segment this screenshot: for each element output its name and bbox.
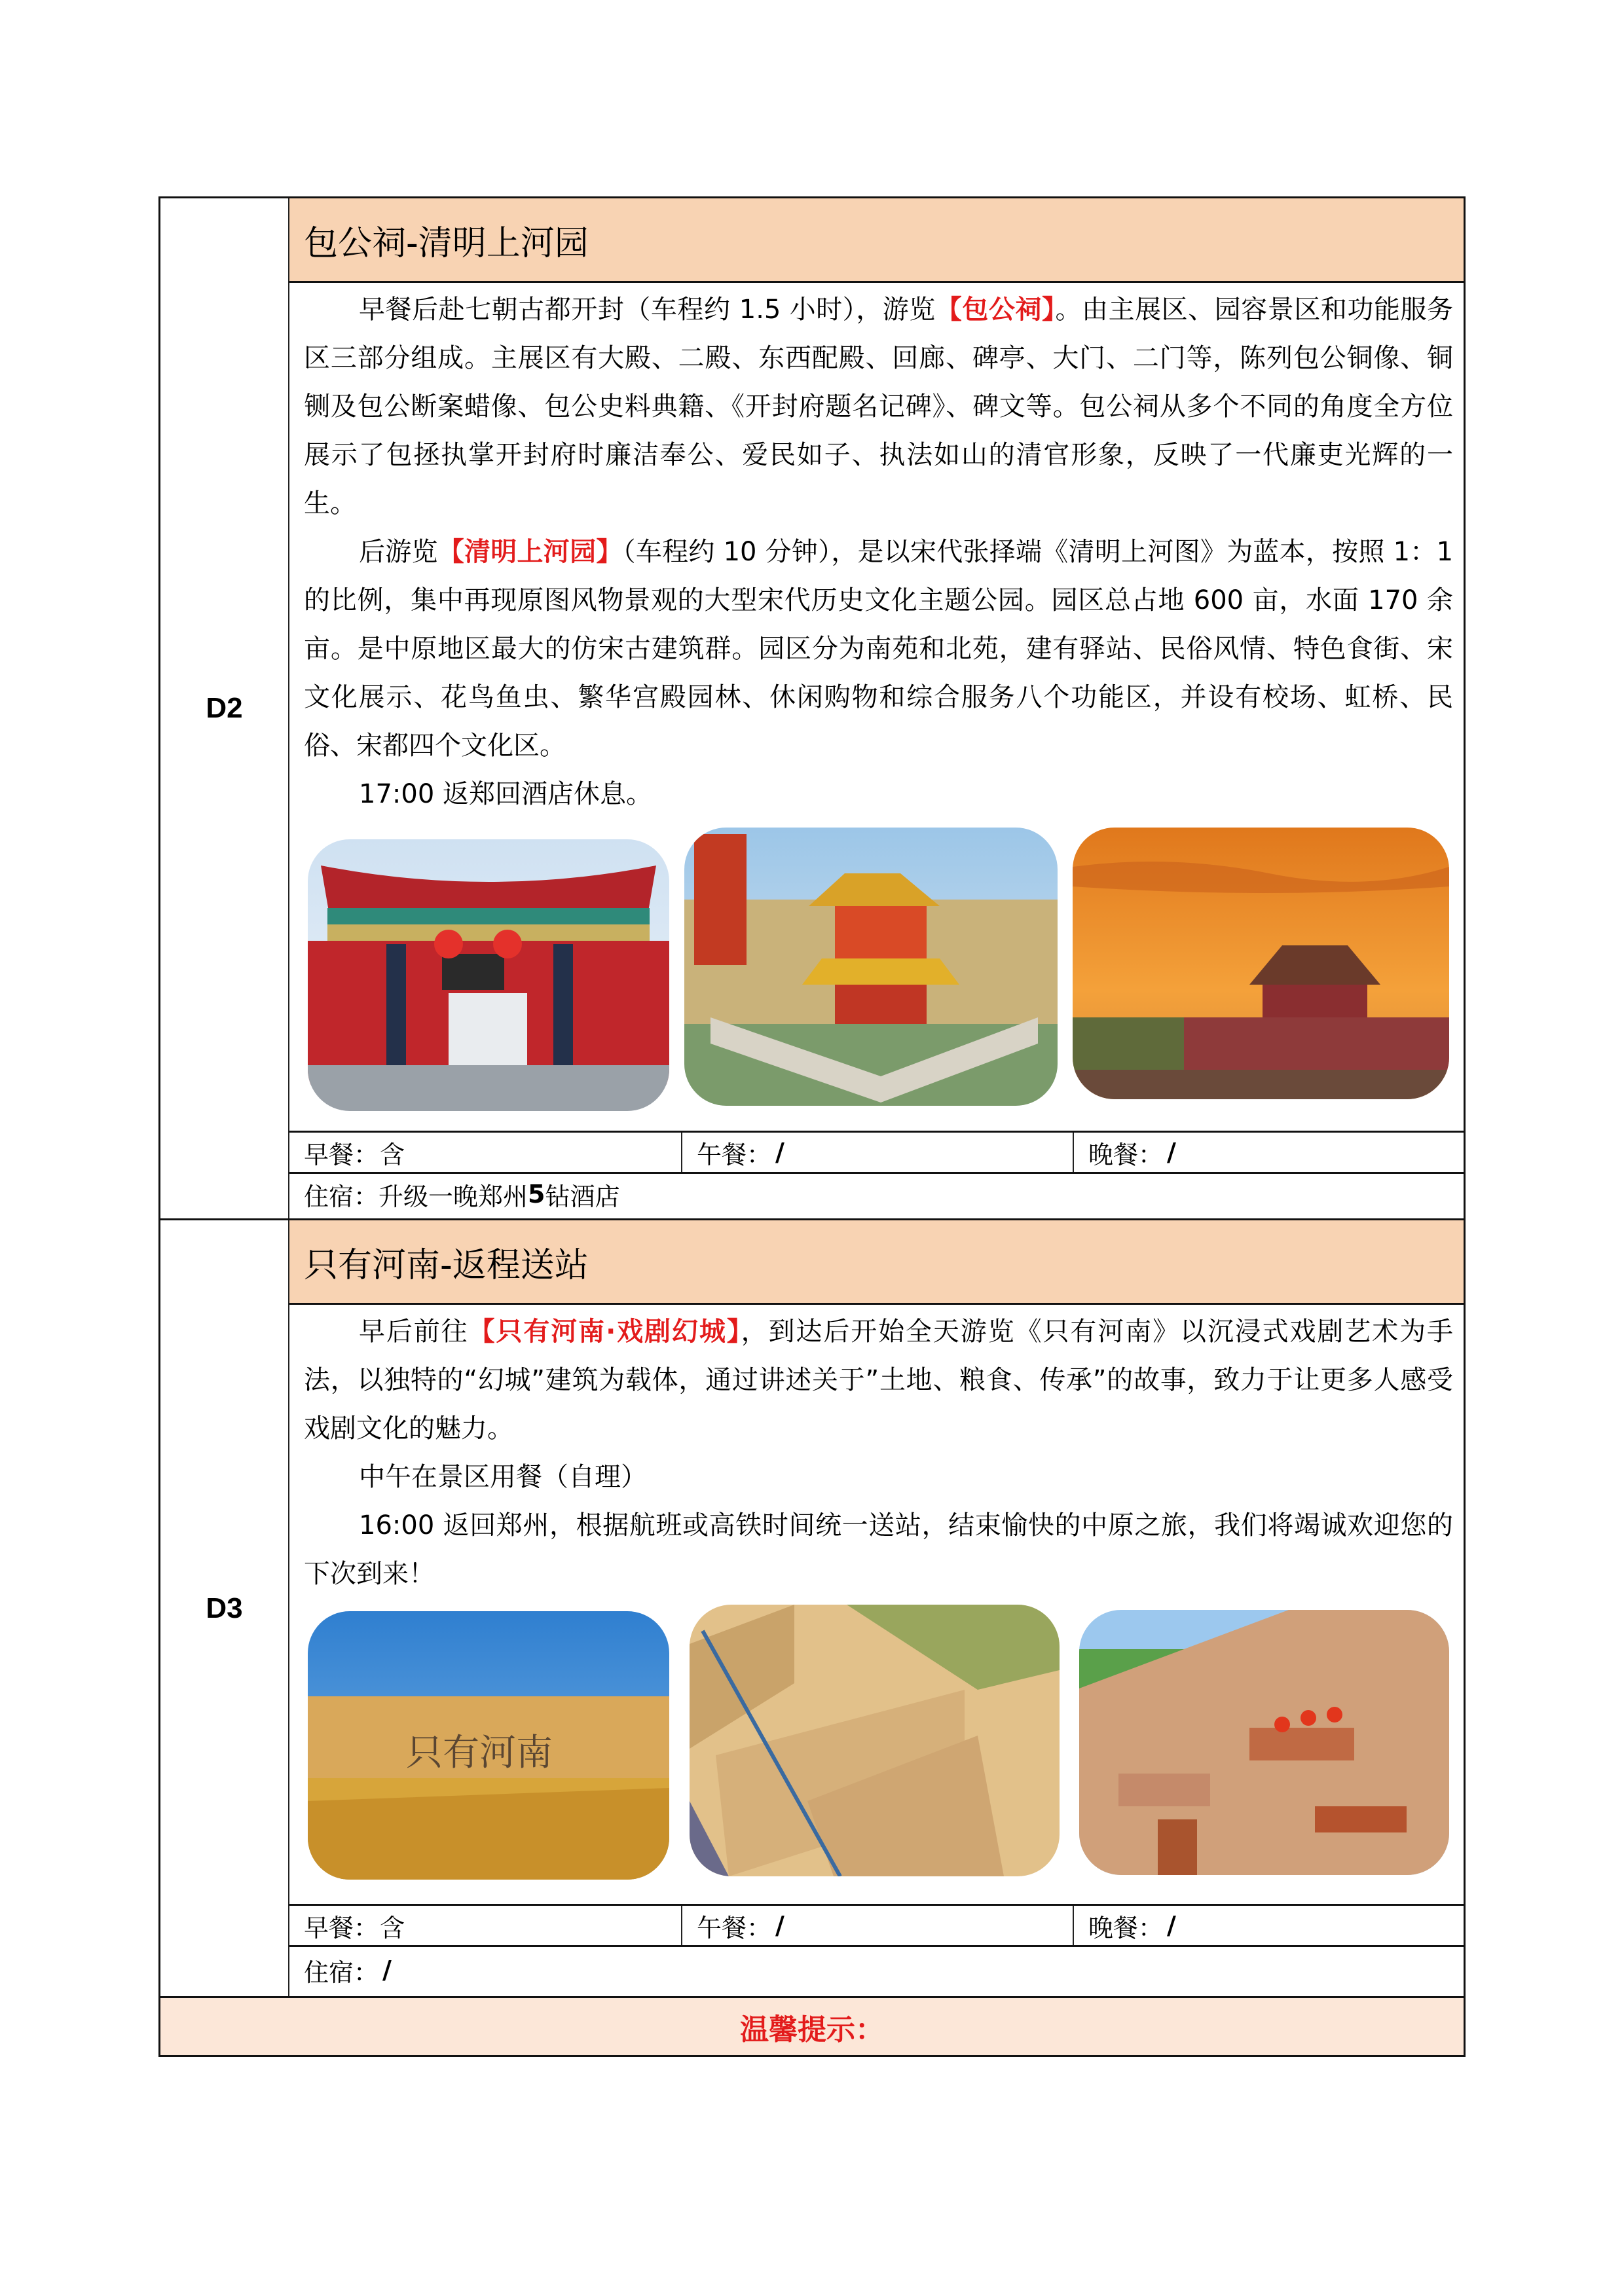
- dinner-cell: 晚餐： /: [1073, 1133, 1464, 1172]
- earthen-terraces-photo: [1079, 1610, 1449, 1875]
- day-description: [289, 1305, 1464, 1904]
- breakfast-cell: 早餐： 含: [304, 1140, 405, 1169]
- dinner-cell: 晚餐： /: [1073, 1906, 1464, 1945]
- meals-row: [289, 1131, 1464, 1172]
- day-title: 只有河南-返程送站: [289, 1220, 1464, 1305]
- day-label: D2: [160, 198, 289, 1218]
- lodging-row: 住宿： 升级一晚郑州 5 钻酒店: [289, 1172, 1464, 1214]
- maze-walls-aerial-photo: [690, 1605, 1060, 1876]
- day-content: [289, 198, 1464, 1218]
- highlight-attraction: 【清明上河园】: [437, 537, 623, 567]
- paragraph: 中午在景区用餐（自理）: [359, 1462, 647, 1492]
- paragraph: 早后前往【只有河南·戏剧幻城】，到达后开始全天游览《只有河南》以沉浸式戏剧艺术为手法，以独特的“幻城”建筑为载体，通过讲述关于”土地、粮食、传承”的故事，致力于让更多人感受戏剧文化的魅力。: [304, 1317, 1454, 1444]
- lunch-cell: 午餐： /: [681, 1133, 1073, 1172]
- day-row-d2: [158, 196, 1466, 1218]
- day-row-d3: [158, 1218, 1466, 1996]
- baogong-temple-gate-photo: [308, 839, 669, 1111]
- qingming-park-aerial-photo: [684, 828, 1058, 1106]
- paragraph: 17:00 返郑回酒店休息。: [359, 779, 652, 809]
- day-description: [289, 283, 1464, 1131]
- only-henan-wheat-wall-photo: [308, 1611, 669, 1880]
- meals-row: [289, 1904, 1464, 1945]
- palace-sunset-photo: [1073, 828, 1449, 1099]
- lodging-row: 住宿： /: [289, 1945, 1464, 1993]
- day-content: [289, 1220, 1464, 1996]
- svg-text:只有河南: 只有河南: [406, 1732, 553, 1774]
- highlight-attraction: 【只有河南·戏剧幻城】: [468, 1317, 741, 1347]
- paragraph: 早餐后赴七朝古都开封（车程约 1.5 小时），游览【包公祠】。由主展区、园容景区和功能服务区三部分组成。主展区有大殿、二殿、东西配殿、回廊、碑亭、大门、二门等，陈列包公铜像、铜铡及包公断案蜡像、包公史料典籍、《开封府题名记碑》、碑文等。包公祠从多个不同的角度全方位展示了包拯执掌开封府时廉洁奉公、爱民如子、执法如山的清官形象，反映了一代廉吏光辉的一生。: [304, 295, 1454, 519]
- day-title: 包公祠-清明上河园: [289, 198, 1464, 283]
- photo-gallery: [304, 1598, 1453, 1880]
- itinerary-table: [158, 196, 1466, 2057]
- photo-gallery: [304, 818, 1453, 1111]
- breakfast-cell: 早餐： 含: [304, 1913, 405, 1942]
- warm-tips-label: 温馨提示：: [740, 2013, 884, 2047]
- paragraph: 16:00 返回郑州，根据航班或高铁时间统一送站，结束愉快的中原之旅，我们将竭诚欢迎您的下次到来！: [304, 1510, 1453, 1589]
- day-label: D3: [160, 1220, 289, 1996]
- lunch-cell: 午餐： /: [681, 1906, 1073, 1945]
- highlight-attraction: 【包公祠】: [935, 295, 1056, 325]
- paragraph: 后游览【清明上河园】（车程约 10 分钟），是以宋代张择端《清明上河图》为蓝本，按照 1：1 的比例，集中再现原图风物景观的大型宋代历史文化主题公园。园区总占地 600 亩，水面 170 余亩。是中原地区最大的仿宋古建筑群。园区分为南苑和北苑，建有驿站、民俗风情、特色食街、宋文化展示、花鸟鱼虫、繁华宫殿园林、休闲购物和综合服务八个功能区，并设有校场、虹桥、民俗、宋都四个文化区。: [304, 537, 1454, 761]
- warm-tips-row: [158, 1996, 1466, 2057]
